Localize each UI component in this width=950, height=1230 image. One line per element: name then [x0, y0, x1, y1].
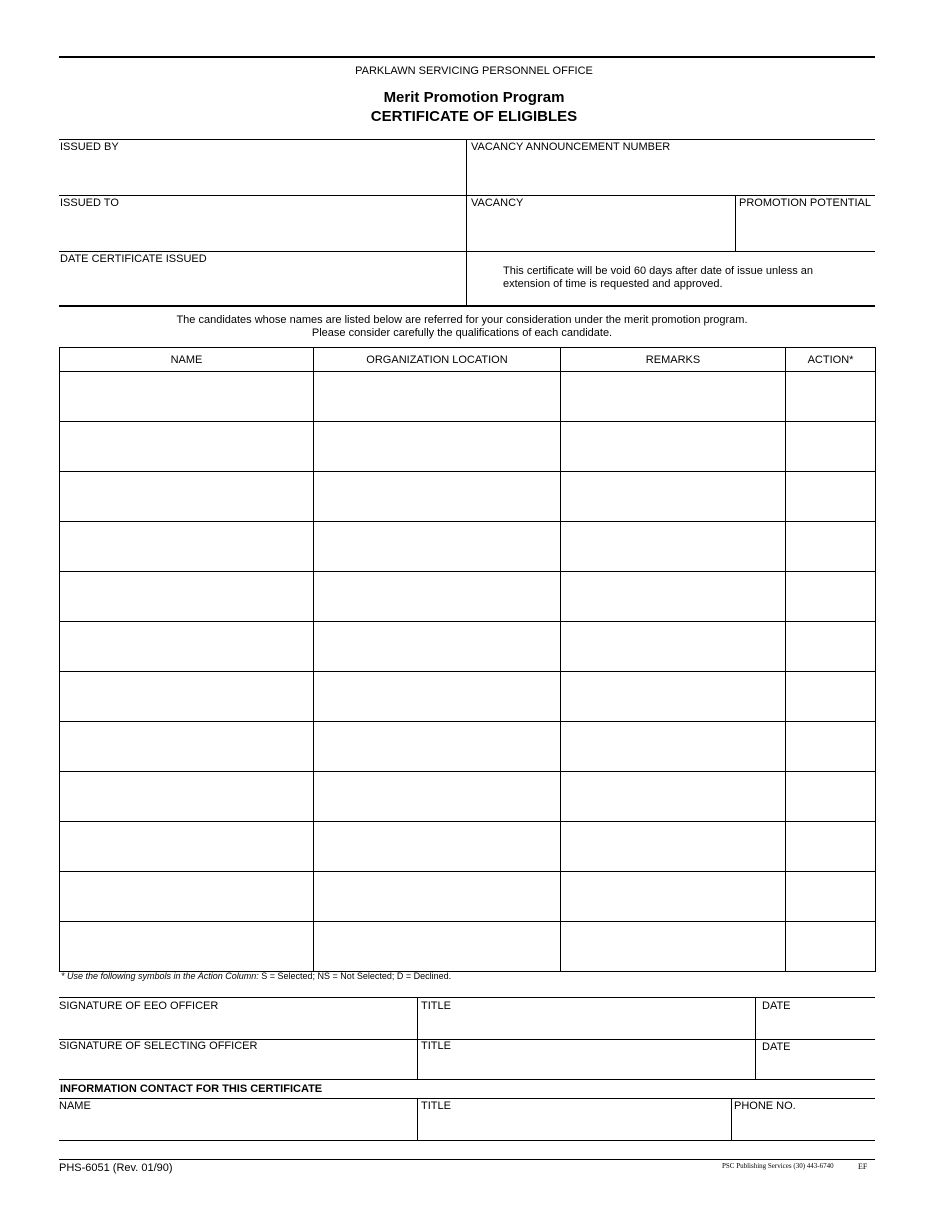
contact-title-field[interactable]: [418, 1099, 731, 1140]
cell-organization-location[interactable]: [314, 522, 561, 572]
issued-to-field[interactable]: [59, 196, 466, 251]
rule-footer: [59, 1159, 875, 1160]
selecting-officer-signature-field[interactable]: [59, 1040, 417, 1079]
cell-remarks[interactable]: [561, 422, 786, 472]
table-row: [60, 372, 876, 422]
cell-organization-location[interactable]: [314, 372, 561, 422]
table-header-row: [60, 348, 876, 372]
selecting-officer-title-label: TITLE: [421, 1040, 451, 1052]
promotion-potential-field[interactable]: [736, 196, 875, 251]
cell-organization-location[interactable]: [314, 622, 561, 672]
promotion-potential-label: PROMOTION POTENTIAL: [739, 197, 872, 209]
cell-name[interactable]: [60, 522, 314, 572]
cell-remarks[interactable]: [561, 822, 786, 872]
table-row: [60, 472, 876, 522]
cell-action[interactable]: [786, 722, 876, 772]
cell-organization-location[interactable]: [314, 572, 561, 622]
table-row: [60, 872, 876, 922]
selecting-officer-date-label: DATE: [762, 1041, 791, 1053]
table-row: [60, 672, 876, 722]
cell-name[interactable]: [60, 672, 314, 722]
cell-name[interactable]: [60, 872, 314, 922]
form-number: PHS-6051 (Rev. 01/90): [59, 1162, 173, 1174]
issued-to-label: ISSUED TO: [60, 197, 119, 209]
cell-name[interactable]: [60, 422, 314, 472]
contact-phone-label: PHONE NO.: [734, 1100, 796, 1112]
void-notice-line1: This certificate will be void 60 days after date of issue unless an: [503, 265, 813, 277]
cell-name[interactable]: [60, 372, 314, 422]
publisher-credit: PSC Publishing Services (30) 443-6740: [722, 1162, 834, 1170]
intro-line1: The candidates whose names are listed below are referred for your consideration under the merit promotion program.: [176, 314, 748, 326]
cell-action[interactable]: [786, 922, 876, 972]
contact-name-field[interactable]: [59, 1099, 417, 1140]
program-name: Merit Promotion Program: [383, 89, 565, 106]
issued-by-label: ISSUED BY: [60, 141, 119, 153]
cell-name[interactable]: [60, 922, 314, 972]
table-row: [60, 772, 876, 822]
vacancy-label: VACANCY: [471, 197, 524, 209]
cell-name[interactable]: [60, 572, 314, 622]
cell-remarks[interactable]: [561, 472, 786, 522]
cell-organization-location[interactable]: [314, 772, 561, 822]
cell-action[interactable]: [786, 672, 876, 722]
table-row: [60, 572, 876, 622]
cell-remarks[interactable]: [561, 522, 786, 572]
void-notice-line2: extension of time is requested and approved.: [503, 278, 723, 290]
issued-by-field[interactable]: [59, 140, 466, 195]
cell-remarks[interactable]: [561, 622, 786, 672]
table-row: [60, 422, 876, 472]
cell-action[interactable]: [786, 772, 876, 822]
cell-action[interactable]: [786, 822, 876, 872]
table-row: [60, 722, 876, 772]
contact-title-label: TITLE: [421, 1100, 451, 1112]
eeo-officer-date-label: DATE: [762, 1000, 791, 1012]
selecting-officer-title-field[interactable]: [418, 1040, 755, 1079]
page-title: CERTIFICATE OF ELIGIBLES: [370, 108, 578, 125]
cell-organization-location[interactable]: [314, 922, 561, 972]
cell-remarks[interactable]: [561, 922, 786, 972]
cell-name[interactable]: [60, 622, 314, 672]
date-certificate-issued-field[interactable]: [59, 252, 466, 305]
candidates-table: [59, 347, 876, 972]
cell-organization-location[interactable]: [314, 472, 561, 522]
top-rule: [59, 56, 875, 58]
contact-name-label: NAME: [59, 1100, 91, 1112]
contact-heading: INFORMATION CONTACT FOR THIS CERTIFICATE: [60, 1083, 323, 1095]
cell-action[interactable]: [786, 572, 876, 622]
cell-action[interactable]: [786, 522, 876, 572]
vacancy-announcement-number-label: VACANCY ANNOUNCEMENT NUMBER: [471, 141, 671, 153]
date-certificate-issued-label: DATE CERTIFICATE ISSUED: [60, 253, 207, 265]
cell-action[interactable]: [786, 422, 876, 472]
rule-contact-bottom: [59, 1140, 875, 1141]
cell-remarks[interactable]: [561, 722, 786, 772]
cell-action[interactable]: [786, 472, 876, 522]
footnote-italic: * Use the following symbols in the Action Column:: [61, 971, 259, 981]
cell-action[interactable]: [786, 372, 876, 422]
intro-line2: Please consider carefully the qualifications of each candidate.: [311, 327, 613, 339]
table-row: [60, 522, 876, 572]
cell-name[interactable]: [60, 722, 314, 772]
eeo-officer-title-field[interactable]: [418, 998, 755, 1039]
footnote-symbols: S = Selected; NS = Not Selected; D = Declined.: [258, 971, 452, 981]
cell-organization-location[interactable]: [314, 422, 561, 472]
action-footnote: [61, 971, 451, 982]
ef-mark: EF: [858, 1162, 868, 1171]
cell-remarks[interactable]: [561, 672, 786, 722]
eeo-officer-signature-field[interactable]: [59, 998, 417, 1039]
table-row: [60, 822, 876, 872]
table-row: [60, 922, 876, 972]
contact-phone-field[interactable]: [732, 1099, 875, 1140]
rule-fields-bottom: [59, 305, 875, 307]
eeo-officer-signature-label: SIGNATURE OF EEO OFFICER: [59, 1000, 219, 1012]
cell-name[interactable]: [60, 822, 314, 872]
selecting-officer-date-field[interactable]: [756, 1040, 875, 1079]
eeo-officer-date-field[interactable]: [756, 998, 875, 1039]
cell-organization-location[interactable]: [314, 672, 561, 722]
rule-signatures-bottom: [59, 1079, 875, 1080]
office-name: PARKLAWN SERVICING PERSONNEL OFFICE: [355, 65, 593, 77]
cell-organization-location[interactable]: [314, 722, 561, 772]
cell-action[interactable]: [786, 872, 876, 922]
cell-action[interactable]: [786, 622, 876, 672]
cell-name[interactable]: [60, 472, 314, 522]
column-header-remarks: REMARKS: [561, 348, 786, 372]
cell-organization-location[interactable]: [314, 822, 561, 872]
cell-name[interactable]: [60, 772, 314, 822]
cell-organization-location[interactable]: [314, 872, 561, 922]
vacancy-field[interactable]: [467, 196, 735, 251]
column-header-organization-location: ORGANIZATION LOCATION: [314, 348, 561, 372]
cell-remarks[interactable]: [561, 572, 786, 622]
column-header-action: ACTION*: [786, 348, 876, 372]
cell-remarks[interactable]: [561, 772, 786, 822]
cell-remarks[interactable]: [561, 872, 786, 922]
column-header-name: NAME: [60, 348, 314, 372]
cell-remarks[interactable]: [561, 372, 786, 422]
eeo-officer-title-label: TITLE: [421, 1000, 451, 1012]
selecting-officer-signature-label: SIGNATURE OF SELECTING OFFICER: [59, 1040, 258, 1052]
vacancy-announcement-number-field[interactable]: [467, 140, 875, 195]
table-row: [60, 622, 876, 672]
